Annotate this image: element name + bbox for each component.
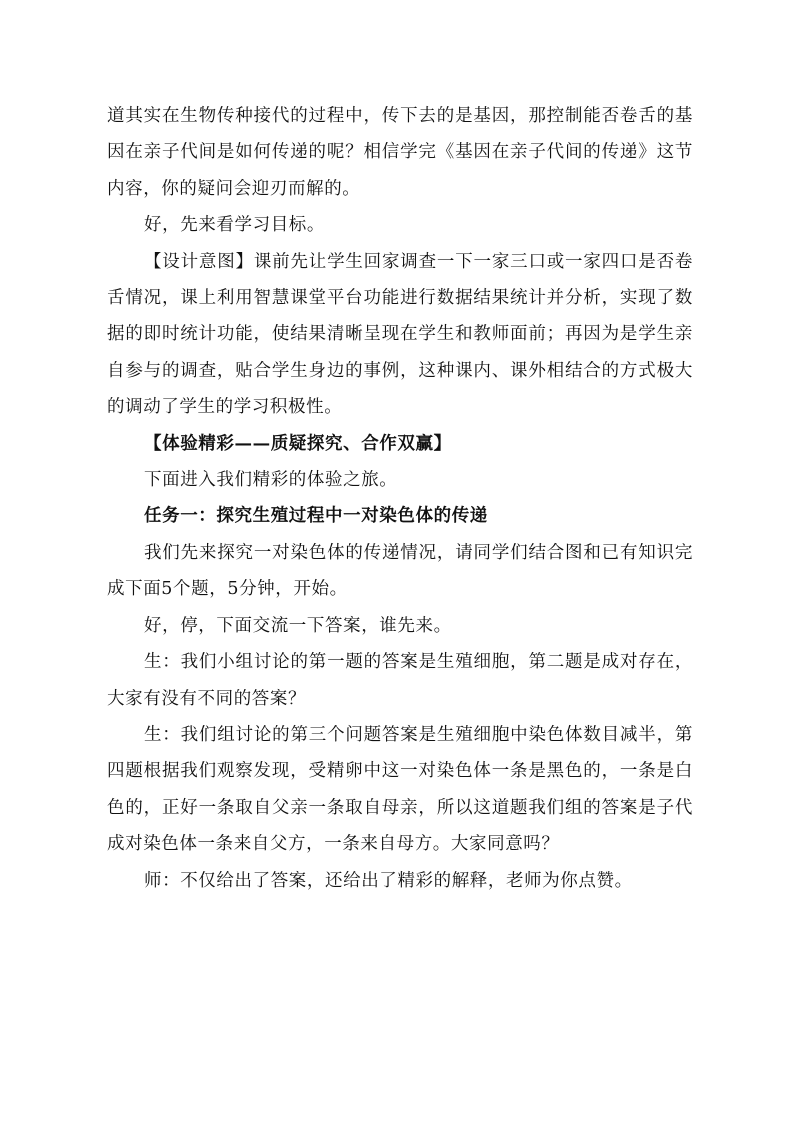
task-one-heading: 任务一：探究生殖过程中一对染色体的传递	[144, 506, 488, 527]
paragraph-experience-intro: 下面进入我们精彩的体验之旅。	[144, 470, 398, 491]
paragraph-learning-goals: 好，先来看学习目标。	[144, 215, 325, 236]
paragraph-student-answer-2: 生：我们组讨论的第三个问题答案是生殖细胞中染色体数目减半，第四题根据我们观察发现，受精卵中这一对染色体一条是黑色的，一条是白色的，正好一条取自父亲一条取自母亲，所以这道题我们组的答案是子代成对染色体一条来自父方，一条来自母方。大家同意吗？	[107, 724, 693, 855]
paragraph-student-answer-1: 生：我们小组讨论的第一题的答案是生殖细胞，第二题是成对存在，大家有没有不同的答案？	[107, 652, 693, 709]
paragraph-teacher-stop: 好，停，下面交流一下答案，谁先来。	[144, 615, 452, 636]
section-heading: 【体验精彩——质疑探究、合作双赢】	[144, 433, 452, 454]
paragraph-task-instructions: 我们先来探究一对染色体的传递情况，请同学们结合图和已有知识完成下面5个题，5分钟，开始。	[107, 542, 693, 600]
paragraph-design-intent: 【设计意图】课前先让学生回家调查一下一家三口或一家四口是否卷舌情况，课上利用智慧课堂平台功能进行数据结果统计并分析，实现了数据的即时统计功能，使结果清晰呈现在学生和教师面前；再因为是学生亲自参与的调查，贴合学生身边的事例，这种课内、课外相结合的方式极大的调动了学生的学习积极性。	[107, 251, 693, 418]
paragraph-teacher-praise: 师：不仅给出了答案，还给出了精彩的解释，老师为你点赞。	[144, 870, 633, 891]
paragraph-intro-continuation: 道其实在生物传种接代的过程中，传下去的是基因，那控制能否卷舌的基因在亲子代间是如何传递的呢？相信学完《基因在亲子代间的传递》这节内容，你的疑问会迎刃而解的。	[107, 106, 693, 199]
document-body	[107, 98, 693, 899]
